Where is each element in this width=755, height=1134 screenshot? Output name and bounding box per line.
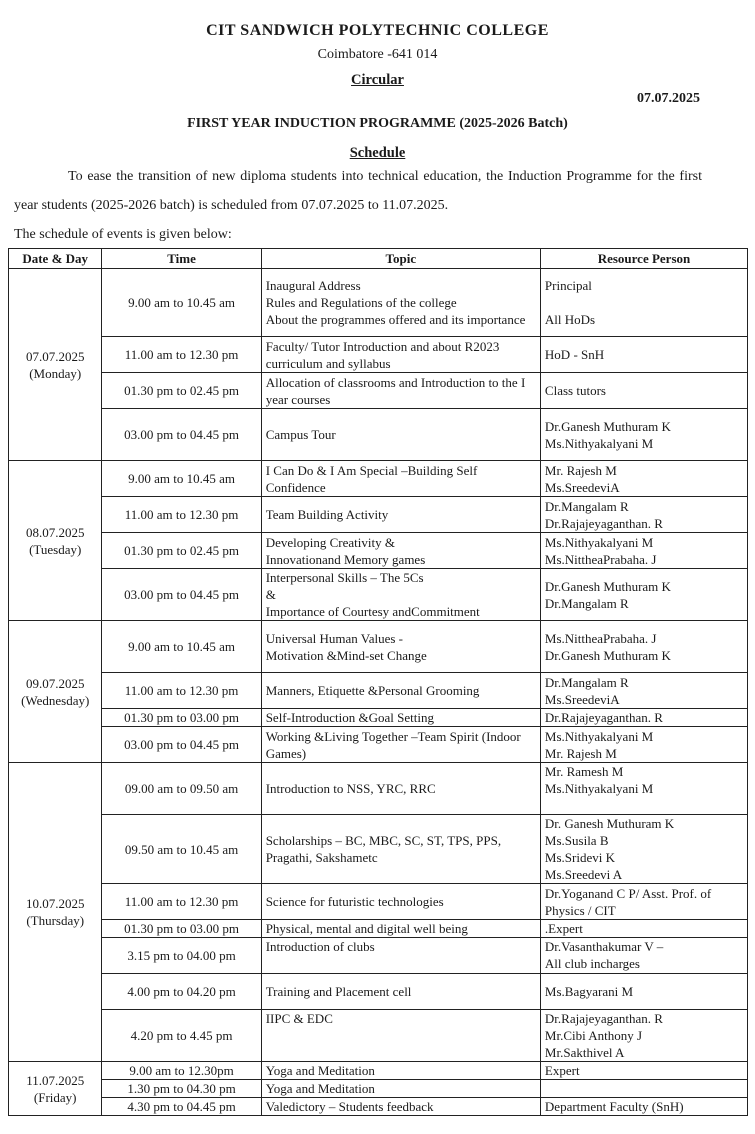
resource-person-cell-line <box>545 294 743 311</box>
resource-person-cell-line: Ms.Susila B <box>544 833 609 848</box>
topic-cell <box>261 409 540 461</box>
header-topic: Topic <box>261 249 540 269</box>
date-text: 09.07.2025 <box>25 675 85 691</box>
topic-cell <box>261 1062 540 1080</box>
resource-person-cell-line: Ms.SreedeviA <box>544 691 620 707</box>
intro-paragraph: To ease the transition of new diploma students into technical education, the Induction Programme for the first year students (2025-2026 batch) is scheduled from 07.07.2025 to 11.07.2025. <box>14 169 702 213</box>
resource-person-cell <box>540 1098 747 1116</box>
resource-person-cell <box>540 461 747 497</box>
resource-person-cell-line <box>545 1080 743 1097</box>
header-resource-person: Resource Person <box>540 249 747 269</box>
table-row <box>9 269 748 337</box>
header-date: Date & Day <box>9 249 102 269</box>
topic-cell-line: Training and Placement cell <box>265 984 412 999</box>
resource-person-cell <box>540 974 747 1010</box>
topic-cell-line: Team Building Activity <box>265 507 389 522</box>
resource-person-cell-line: Dr.Rajajeyaganthan. R <box>544 515 663 531</box>
table-row <box>9 461 748 497</box>
table-row <box>9 621 748 673</box>
table-row <box>9 373 748 409</box>
resource-person-cell-line: Dr.Mangalam R <box>544 498 629 514</box>
resource-person-cell <box>540 621 747 673</box>
resource-person-cell-line: All club incharges <box>544 956 640 971</box>
topic-cell-line: Faculty/ Tutor Introduction and about R2023 curriculum and syllabus <box>265 338 500 371</box>
resource-person-cell <box>540 1080 747 1098</box>
resource-person-cell <box>540 920 747 938</box>
topic-cell <box>261 533 540 569</box>
resource-person-cell <box>540 409 747 461</box>
topic-cell-line: About the programmes offered and its importance <box>265 312 526 327</box>
topic-cell <box>261 920 540 938</box>
topic-cell-line: Manners, Etiquette &Personal Grooming <box>265 683 480 698</box>
table-header-row <box>9 249 748 269</box>
resource-person-cell-line: Mr. Rajesh M <box>544 745 617 761</box>
topic-cell-line: Working &Living Together –Team Spirit (Indoor Games) <box>265 728 521 761</box>
topic-cell <box>261 673 540 709</box>
resource-person-cell <box>540 709 747 727</box>
resource-person-cell-line: Ms.Nithyakalyani M <box>544 534 654 550</box>
table-row <box>9 1062 748 1080</box>
table-row <box>9 709 748 727</box>
day-text: (Wednesday) <box>21 692 90 708</box>
topic-cell <box>261 621 540 673</box>
table-row <box>9 409 748 461</box>
time-cell: 11.00 am to 12.30 pm <box>102 497 261 533</box>
time-cell: 3.15 pm to 04.00 pm <box>102 938 261 974</box>
resource-person-cell-line: Mr. Rajesh M <box>544 462 617 478</box>
topic-cell <box>261 884 540 920</box>
resource-person-cell <box>540 1010 747 1062</box>
table-row <box>9 1080 748 1098</box>
table-row <box>9 974 748 1010</box>
resource-person-cell-line: Ms.SreedeviA <box>544 479 620 495</box>
time-cell: 01.30 pm to 02.45 pm <box>102 533 261 569</box>
time-cell: 4.20 pm to 4.45 pm <box>102 1010 261 1062</box>
day-text: (Tuesday) <box>29 541 82 557</box>
table-row <box>9 727 748 763</box>
resource-person-cell-line: Mr.Cibi Anthony J <box>544 1028 643 1043</box>
resource-person-cell <box>540 884 747 920</box>
resource-person-cell <box>540 569 747 621</box>
intro-text <box>14 162 702 249</box>
table-row <box>9 673 748 709</box>
resource-person-cell-line: Class tutors <box>544 383 606 398</box>
topic-cell-line: Importance of Courtesy andCommitment <box>265 604 480 619</box>
college-name: CIT SANDWICH POLYTECHNIC COLLEGE <box>206 22 549 39</box>
topic-cell <box>261 269 540 337</box>
topic-cell-line: Campus Tour <box>265 427 336 442</box>
time-cell: 01.30 pm to 03.00 pm <box>102 709 261 727</box>
topic-cell-line: Innovationand Memory games <box>265 551 426 567</box>
topic-cell-line: Universal Human Values - <box>265 630 403 646</box>
topic-cell-line: Yoga and Meditation <box>265 1081 375 1096</box>
table-row <box>9 497 748 533</box>
table-row <box>9 815 748 884</box>
topic-cell-line: Rules and Regulations of the college <box>265 295 457 310</box>
resource-person-cell-line: Mr. Ramesh M <box>544 764 624 779</box>
topic-cell <box>261 938 540 974</box>
date-day-cell <box>9 621 102 763</box>
resource-person-cell-line: Ms.NittheaPrabaha. J <box>544 630 657 646</box>
resource-person-cell <box>540 269 747 337</box>
topic-cell-line: & <box>265 587 276 602</box>
resource-person-cell-line: Dr.Mangalam R <box>544 595 629 611</box>
date-day-cell <box>9 763 102 1062</box>
resource-person-cell-line: Expert <box>544 1063 580 1078</box>
circular-date: 07.07.2025 <box>637 91 700 106</box>
time-cell: 09.50 am to 10.45 am <box>102 815 261 884</box>
resource-person-cell-line: Dr. Ganesh Muthuram K <box>544 816 675 831</box>
resource-person-cell <box>540 815 747 884</box>
time-cell: 4.00 pm to 04.20 pm <box>102 974 261 1010</box>
time-cell: 09.00 am to 09.50 am <box>102 763 261 815</box>
topic-cell-line: Yoga and Meditation <box>265 1063 375 1078</box>
resource-person-cell-line: Ms.Sreedevi A <box>544 867 623 882</box>
topic-cell-line: Developing Creativity & <box>265 534 395 550</box>
table-row <box>9 1098 748 1116</box>
header-time: Time <box>102 249 261 269</box>
time-cell: 9.00 am to 10.45 am <box>102 461 261 497</box>
topic-cell-line: Motivation &Mind-set Change <box>265 647 427 663</box>
resource-person-cell-line: Ms.Nithyakalyani M <box>544 435 654 451</box>
topic-cell <box>261 763 540 815</box>
resource-person-cell-line: Ms.Nithyakalyani M <box>544 728 654 744</box>
time-cell: 03.00 pm to 04.45 pm <box>102 409 261 461</box>
topic-cell-line: IIPC & EDC <box>265 1011 333 1026</box>
resource-person-cell <box>540 497 747 533</box>
resource-person-cell-line: Dr.Mangalam R <box>544 674 629 690</box>
table-row <box>9 1010 748 1062</box>
resource-person-cell-line: Dr.Ganesh Muthuram K <box>544 578 671 594</box>
topic-cell-line: I Can Do & I Am Special –Building Self Confidence <box>265 462 478 495</box>
topic-cell-line: Physical, mental and digital well being <box>265 921 468 936</box>
time-cell: 11.00 am to 12.30 pm <box>102 884 261 920</box>
time-cell: 11.00 am to 12.30 pm <box>102 337 261 373</box>
table-row <box>9 533 748 569</box>
resource-person-cell-line: Dr.Yoganand C P/ Asst. Prof. of Physics / CIT <box>544 885 712 918</box>
topic-cell-line: Inaugural Address <box>265 278 361 293</box>
topic-cell-line: Valedictory – Students feedback <box>265 1099 434 1114</box>
topic-cell <box>261 1098 540 1116</box>
date-text: 11.07.2025 <box>26 1072 85 1088</box>
resource-person-cell <box>540 727 747 763</box>
topic-cell <box>261 815 540 884</box>
day-text: (Friday) <box>33 1089 77 1105</box>
table-row <box>9 569 748 621</box>
resource-person-cell <box>540 533 747 569</box>
schedule-heading: Schedule <box>349 145 406 161</box>
document-type: Circular <box>351 72 404 88</box>
resource-person-cell-line: .Expert <box>544 921 583 936</box>
topic-cell <box>261 727 540 763</box>
resource-person-cell <box>540 938 747 974</box>
resource-person-cell-line: All HoDs <box>544 312 596 327</box>
resource-person-cell-line: Dr.Vasanthakumar V – <box>544 939 664 954</box>
college-address: Coimbatore -641 014 <box>317 47 438 62</box>
time-cell: 1.30 pm to 04.30 pm <box>102 1080 261 1098</box>
resource-person-cell-line: Department Faculty (SnH) <box>544 1099 684 1114</box>
resource-person-cell-line: HoD - SnH <box>544 347 605 362</box>
date-text: 10.07.2025 <box>25 896 85 911</box>
date-day-cell <box>9 269 102 461</box>
date-day-cell <box>9 461 102 621</box>
topic-cell-line: Interpersonal Skills – The 5Cs <box>265 570 424 585</box>
topic-cell-line: Introduction of clubs <box>265 939 375 954</box>
time-cell: 11.00 am to 12.30 pm <box>102 673 261 709</box>
resource-person-cell <box>540 1062 747 1080</box>
table-row <box>9 763 748 815</box>
resource-person-cell-line: Ms.Nithyakalyani M <box>544 781 654 796</box>
topic-cell <box>261 1010 540 1062</box>
topic-cell <box>261 974 540 1010</box>
topic-cell-line: Introduction to NSS, YRC, RRC <box>265 781 436 796</box>
resource-person-cell-line: Dr.Rajajeyaganthan. R <box>544 1011 663 1026</box>
resource-person-cell-line: Dr.Ganesh Muthuram K <box>544 647 671 663</box>
topic-cell <box>261 373 540 409</box>
resource-person-cell-line: Mr.Sakthivel A <box>544 1045 625 1060</box>
topic-cell <box>261 1080 540 1098</box>
topic-cell-line: Allocation of classrooms and Introduction to the I year courses <box>265 374 526 407</box>
resource-person-cell-line: Dr.Rajajeyaganthan. R <box>544 710 663 725</box>
table-row <box>9 337 748 373</box>
topic-cell <box>261 337 540 373</box>
topic-cell <box>261 461 540 497</box>
topic-cell <box>261 569 540 621</box>
resource-person-cell-line: Dr.Ganesh Muthuram K <box>544 418 671 434</box>
topic-cell <box>261 497 540 533</box>
time-cell: 9.00 am to 12.30pm <box>102 1062 261 1080</box>
time-cell: 03.00 pm to 04.45 pm <box>102 569 261 621</box>
date-text: 08.07.2025 <box>25 524 85 540</box>
table-row <box>9 920 748 938</box>
date-day-cell <box>9 1062 102 1116</box>
resource-person-cell <box>540 763 747 815</box>
time-cell: 9.00 am to 10.45 am <box>102 621 261 673</box>
table-row <box>9 884 748 920</box>
schedule-table <box>8 248 748 1116</box>
programme-title: FIRST YEAR INDUCTION PROGRAMME (2025-2026 Batch) <box>187 116 568 131</box>
time-cell: 4.30 pm to 04.45 pm <box>102 1098 261 1116</box>
day-text: (Monday) <box>29 365 82 381</box>
topic-cell-line: Science for futuristic technologies <box>265 894 444 909</box>
schedule-body <box>9 269 748 1116</box>
table-row <box>9 938 748 974</box>
resource-person-cell <box>540 337 747 373</box>
resource-person-cell-line: Ms.Bagyarani M <box>544 984 634 999</box>
day-text: (Thursday) <box>26 913 85 928</box>
resource-person-cell-line: Principal <box>544 278 592 293</box>
intro-note: The schedule of events is given below: <box>14 227 232 242</box>
time-cell: 03.00 pm to 04.45 pm <box>102 727 261 763</box>
time-cell: 01.30 pm to 02.45 pm <box>102 373 261 409</box>
resource-person-cell-line: Ms.NittheaPrabaha. J <box>544 551 657 567</box>
resource-person-cell-line: Ms.Sridevi K <box>544 850 615 865</box>
topic-cell <box>261 709 540 727</box>
date-text: 07.07.2025 <box>25 348 85 364</box>
time-cell: 9.00 am to 10.45 am <box>102 269 261 337</box>
topic-cell-line: Scholarships – BC, MBC, SC, ST, TPS, PPS, Pragathi, Sakshametc <box>265 833 502 865</box>
topic-cell-line: Self-Introduction &Goal Setting <box>265 710 434 725</box>
time-cell: 01.30 pm to 03.00 pm <box>102 920 261 938</box>
resource-person-cell <box>540 673 747 709</box>
resource-person-cell <box>540 373 747 409</box>
